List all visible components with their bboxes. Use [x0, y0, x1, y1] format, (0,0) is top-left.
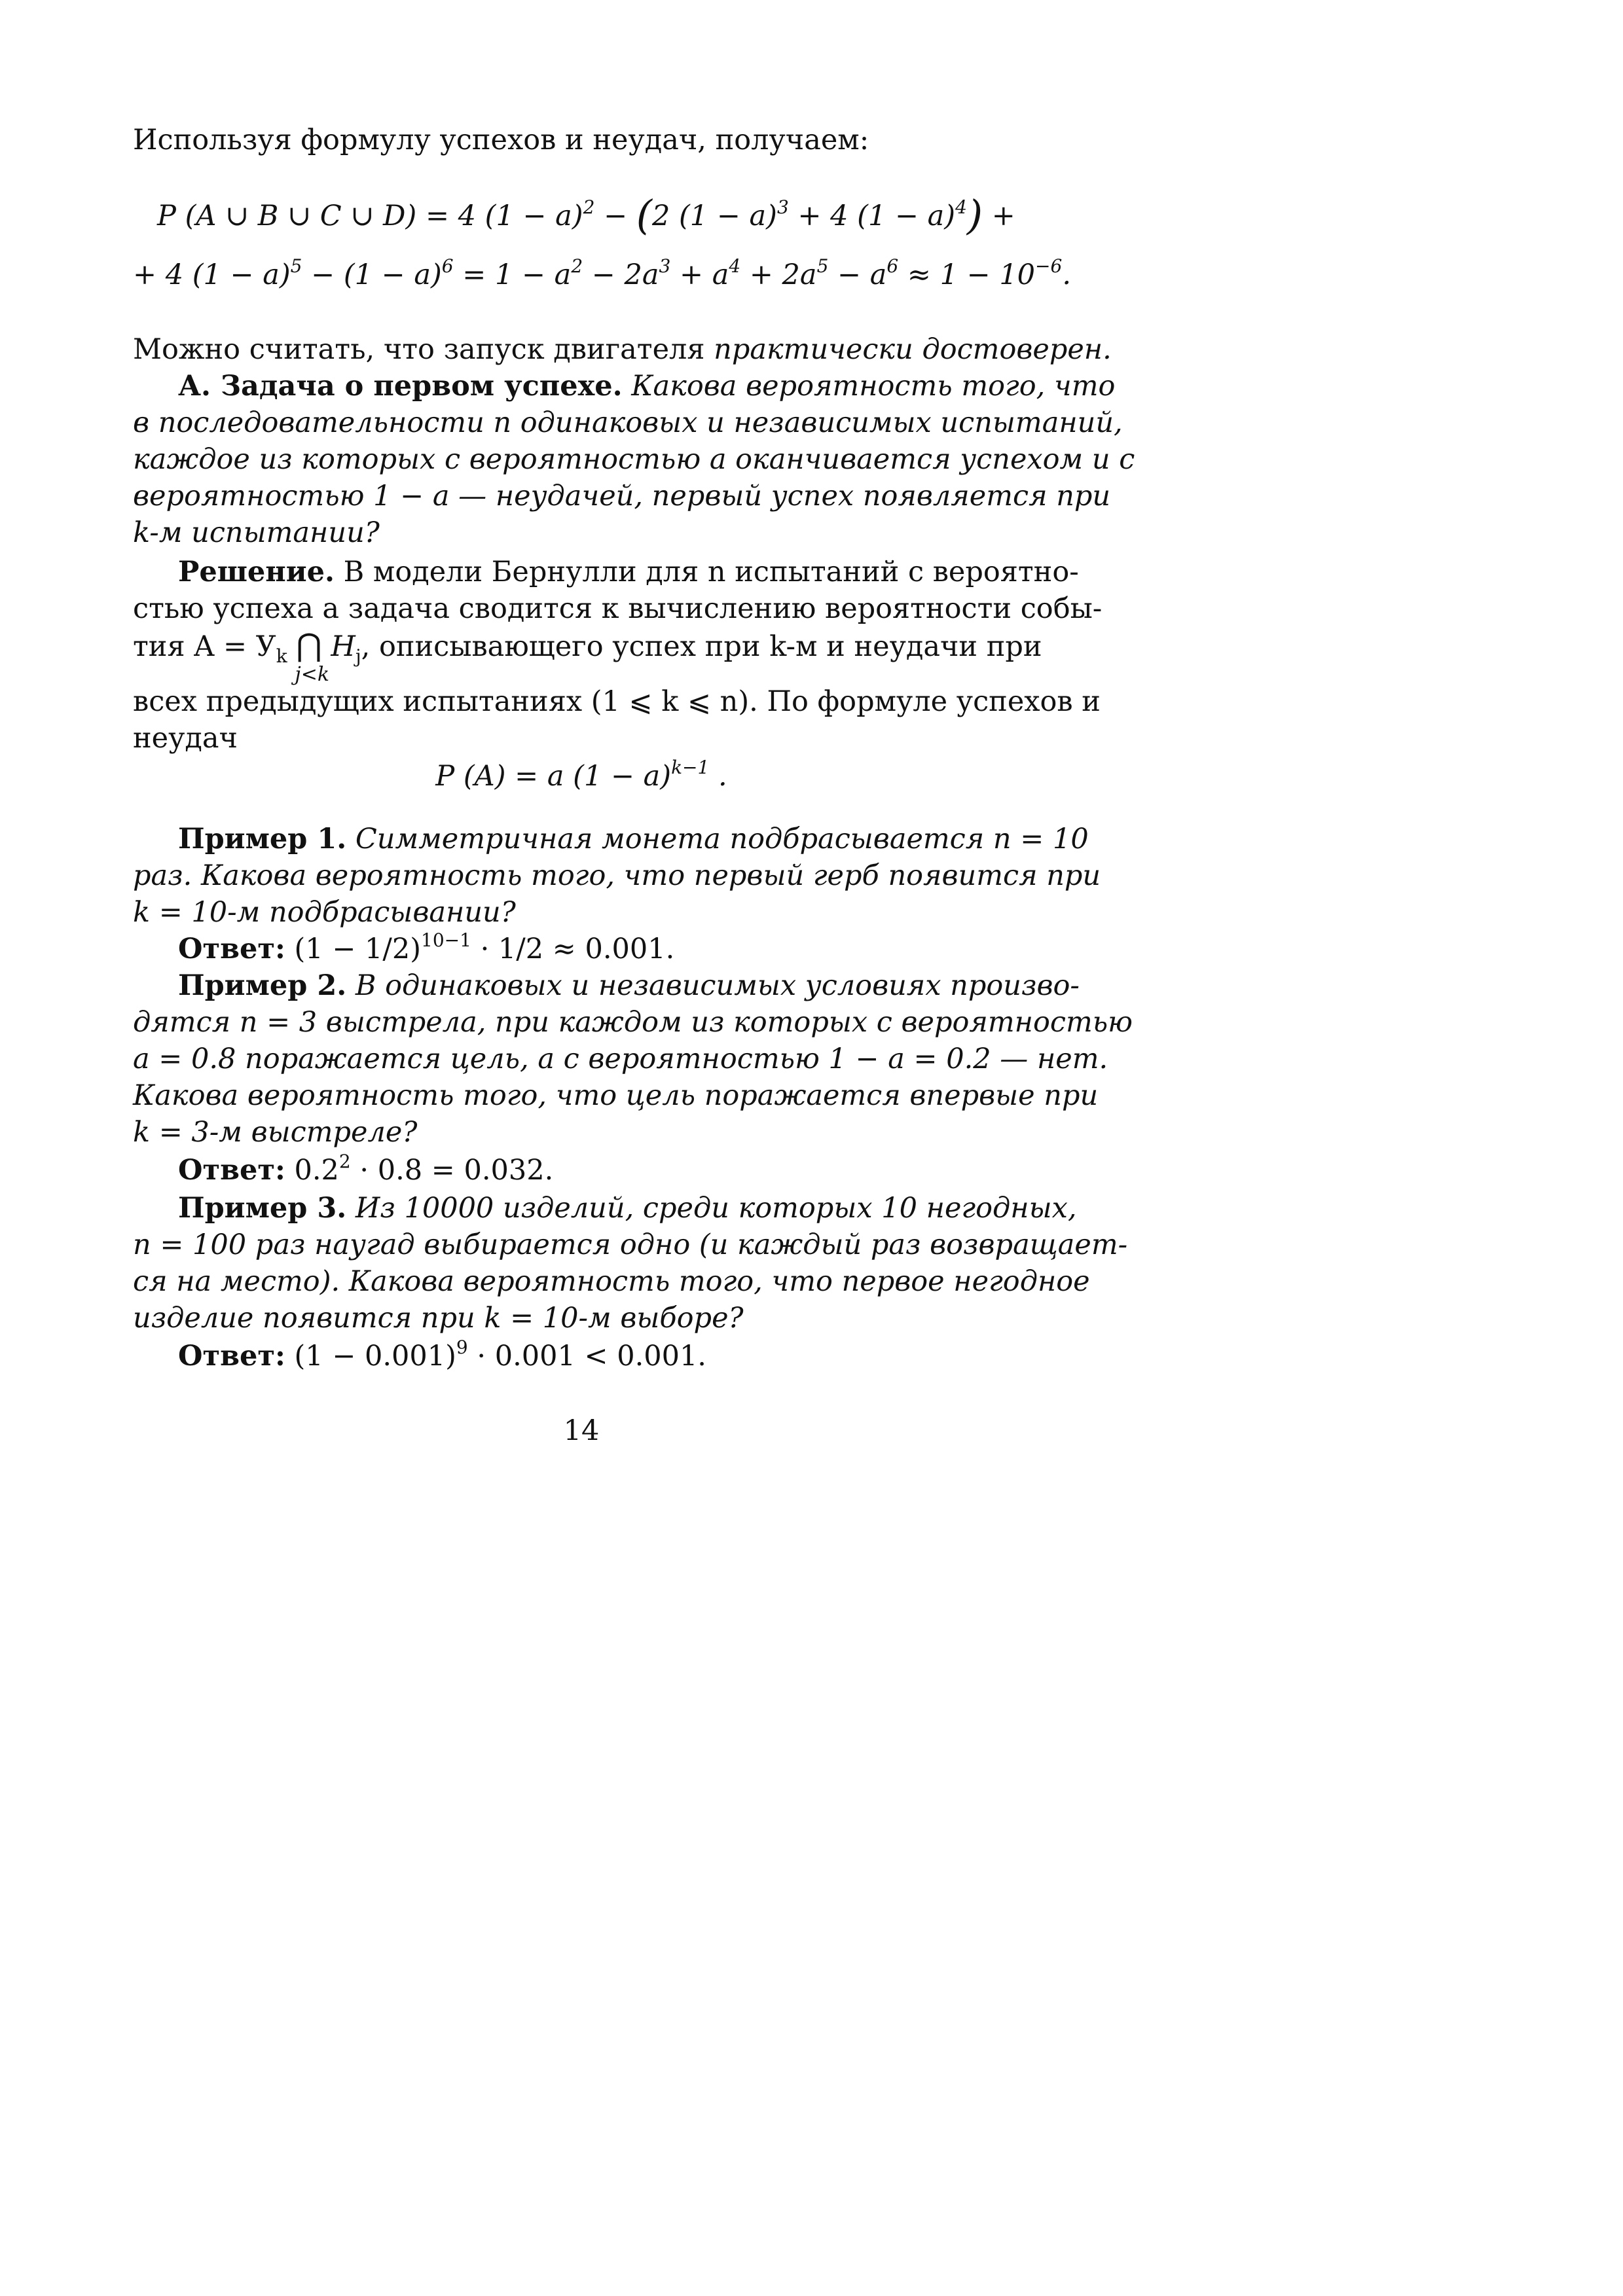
task-a-line-2: в последовательности n одинаковых и независимых испытаний, [133, 406, 1123, 439]
equation-line-2: + 4 $(1 - a)^5 - (1 - a)^6 = 1 - a^2 - 2a^3 + a^4 + 2a^5 - a^6 \approx 1 - 10^{-6}$. [133, 255, 1071, 291]
example-3-line-3: ся на место). Какова вероятность того, что первое негодное [133, 1265, 1090, 1298]
example-1-line-3: k = 10-м подбрасывании? [133, 896, 516, 929]
task-a-line-3: каждое из которых с вероятностью a оканчивается успехом и с [133, 443, 1135, 476]
example-3-line-1: Пример 3. Из 10000 изделий, среди которых 10 негодных, [178, 1192, 1077, 1225]
answer-1: Ответ: $(1 - 1/2)^{10-1} \cdot 1/2 \approx 0.001$. [178, 929, 675, 965]
example-2-line-3: a = 0.8 поражается цель, а с вероятностью 1 − a = 0.2 — нет. [133, 1043, 1108, 1075]
solution-line-2: стью успеха a задача сводится к вычислению вероятности собы- [133, 592, 1103, 625]
example-1-line-1: Пример 1. Симметричная монета подбрасывается n = 10 [178, 823, 1089, 855]
task-a-line-4: вероятностью 1 − a — неудачей, первый успех появляется при [133, 480, 1111, 512]
example-2-line-4: Какова вероятность того, что цель поражается впервые при [133, 1079, 1099, 1112]
example-2-heading: Пример 2. [178, 969, 347, 1002]
task-a-line-5: k-м испытании? [133, 516, 380, 549]
reliability-statement: Можно считать, что запуск двигателя практически достоверен. [133, 333, 1112, 366]
example-1-line-2: раз. Какова вероятность того, что первый герб появится при [133, 859, 1101, 892]
example-3-heading: Пример 3. [178, 1192, 347, 1225]
task-a-line-1: А. Задача о первом успехе. Какова вероятность того, что [178, 370, 1116, 403]
page-number: 14 [563, 1414, 600, 1447]
example-3-line-2: n = 100 раз наугад выбирается одно (и каждый раз возвращает- [133, 1229, 1128, 1261]
solution-line-1: Решение. В модели Бернулли для n испытаний с вероятно- [178, 556, 1079, 588]
solution-heading: Решение. [178, 556, 335, 588]
task-a-heading: А. Задача о первом успехе. [178, 370, 623, 403]
intro-text: Используя формулу успехов и неудач, получаем: [133, 124, 869, 156]
solution-line-3: тия $A = У_k$ ⋂ j<k $H_j$, описывающего успех при k-м и неудачи при [133, 627, 1042, 686]
answer-3: Ответ: $(1 - 0.001)^9 \cdot 0.001 < 0.001$. [178, 1336, 706, 1372]
example-2-line-2: дятся n = 3 выстрела, при каждом из которых с вероятностью [133, 1006, 1133, 1039]
solution-line-5: неудач [133, 722, 238, 755]
example-1-heading: Пример 1. [178, 823, 347, 855]
example-3-line-4: изделие появится при k = 10-м выборе? [133, 1302, 744, 1335]
answer-2: Ответ: $0.2^2 \cdot 0.8 = 0.032$. [178, 1151, 554, 1187]
equation-line-1: P (A ∪ B ∪ C ∪ D) = 4 $(1 - a)^2 - (2$ $(1 - a)^3 + 4$ $(1 - a)^4$) + [157, 191, 1015, 239]
formula-p-a: P (A) = a $(1 - a)^{k-1}$ . [435, 757, 727, 793]
example-2-line-5: k = 3-м выстреле? [133, 1116, 418, 1149]
example-2-line-1: Пример 2. В одинаковых и независимых условиях произво- [178, 969, 1080, 1002]
solution-line-4: всех предыдущих испытаниях (1 ⩽ k ⩽ n). По формуле успехов и [133, 685, 1101, 718]
